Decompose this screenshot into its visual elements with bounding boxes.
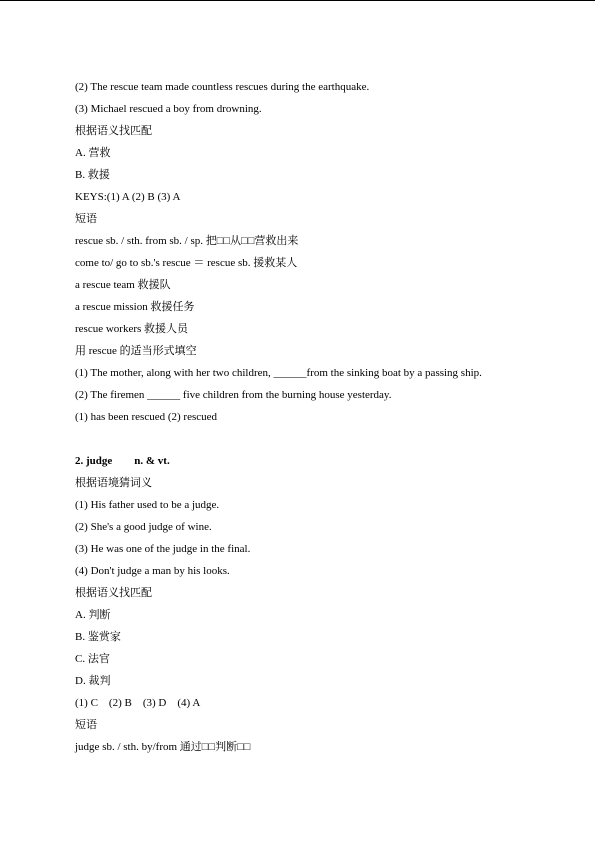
rescue-phrase-4: a rescue mission 救援任务 (75, 301, 195, 313)
judge-match-heading: 根据语义找匹配 (75, 587, 152, 599)
section-gap (75, 428, 575, 450)
judge-context-heading: 根据语境猜词义 (75, 477, 152, 489)
judge-example-4: (4) Don't judge a man by his looks. (75, 565, 230, 577)
judge-example-1: (1) His father used to be a judge. (75, 499, 220, 511)
top-rule (0, 0, 595, 1)
rescue-fill-2: (2) The firemen ______ five children from the burning house yesterday. (75, 389, 392, 401)
judge-phrase-1: judge sb. / sth. by/from 通过□□判断□□ (75, 741, 251, 753)
judge-option-d: D. 裁判 (75, 675, 111, 687)
rescue-match-heading: 根据语义找匹配 (75, 125, 152, 137)
judge-title: 2. judge n. & vt. (75, 455, 170, 467)
rescue-example-3: (3) Michael rescued a boy from drowning. (75, 103, 262, 115)
rescue-phrase-3: a rescue team 救援队 (75, 279, 171, 291)
judge-phrases-heading: 短语 (75, 719, 97, 731)
rescue-phrases-heading: 短语 (75, 213, 97, 225)
document-page (75, 76, 575, 758)
judge-option-a: A. 判断 (75, 609, 111, 621)
judge-keys: (1) C (2) B (3) D (4) A (75, 697, 201, 709)
rescue-keys: KEYS:(1) A (2) B (3) A (75, 191, 181, 203)
rescue-example-2: (2) The rescue team made countless rescues during the earthquake. (75, 81, 370, 93)
rescue-answers: (1) has been rescued (2) rescued (75, 411, 218, 423)
rescue-option-b: B. 救援 (75, 169, 110, 181)
rescue-fill-heading: 用 rescue 的适当形式填空 (75, 345, 197, 357)
rescue-phrase-2: come to/ go to sb.'s rescue ＝ rescue sb. 援救某人 (75, 257, 298, 269)
rescue-phrase-1: rescue sb. / sth. from sb. / sp. 把□□从□□营救出来 (75, 235, 299, 247)
judge-example-3: (3) He was one of the judge in the final. (75, 543, 251, 555)
rescue-option-a: A. 营救 (75, 147, 111, 159)
rescue-fill-1: (1) The mother, along with her two children, ______from the sinking boat by a passing ship. (75, 367, 482, 379)
rescue-phrase-5: rescue workers 救援人员 (75, 323, 189, 335)
judge-example-2: (2) She's a good judge of wine. (75, 521, 212, 533)
judge-option-c: C. 法官 (75, 653, 110, 665)
judge-option-b: B. 鉴赏家 (75, 631, 121, 643)
